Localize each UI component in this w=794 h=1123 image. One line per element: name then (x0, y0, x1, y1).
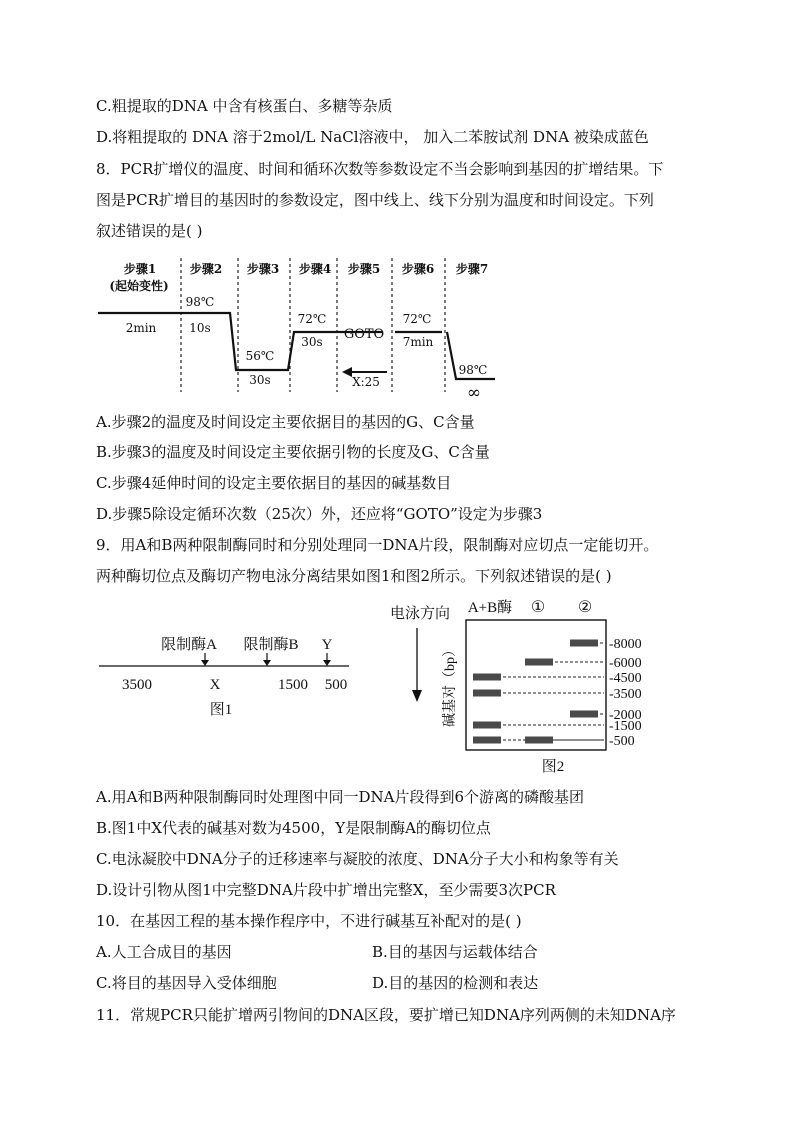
gel-band (473, 737, 501, 744)
q8-option-d: D.步骤5除设定循环次数（25次）外，还应将“GOTO”设定为步骤3 (96, 505, 543, 523)
q7-option-c: C.粗提取的DNA 中含有核蛋白、多糖等杂质 (96, 97, 393, 115)
gel-band (473, 690, 501, 697)
q9-stem-line1: 9．用A和B两种限制酶同时和分别处理同一DNA片段，限制酶对应切点一定能切开。 (96, 536, 659, 554)
enzyme-a-label: 限制酶A (161, 637, 217, 653)
gel-band (473, 722, 501, 729)
step1-label: 步骤1 (123, 262, 157, 276)
step4-label: 步骤4 (298, 262, 332, 276)
temp-98-label-2: 98℃ (458, 363, 488, 377)
gel-band (570, 711, 598, 718)
figure1-caption: 图1 (209, 702, 233, 718)
q10-option-c: C.将目的基因导入受体细胞 (96, 974, 277, 992)
lane-label-1: ① (530, 599, 546, 616)
marker-label: -3500 (609, 687, 642, 702)
segment-x-label: X (209, 677, 221, 693)
marker-label: -500 (609, 734, 635, 749)
q8-option-b: B.步骤3的温度及时间设定主要依据引物的长度及G、C含量 (96, 443, 490, 461)
lane-label-ab: A+B酶 (467, 600, 513, 616)
restriction-map-figure1 (95, 628, 360, 723)
lane-label-2: ② (577, 599, 593, 616)
direction-arrowhead (412, 690, 422, 702)
enzyme-b-label: 限制酶B (243, 637, 299, 653)
site-y-arrowhead (323, 660, 331, 666)
figure2-caption: 图2 (541, 759, 565, 775)
q9-option-c: C.电泳凝胶中DNA分子的迁移速率与凝胶的浓度、DNA分子大小和构象等有关 (96, 850, 619, 868)
temp-72-label-2: 72℃ (402, 312, 432, 326)
step6-label: 步骤6 (401, 262, 435, 276)
segment-3500-label: 3500 (122, 677, 152, 693)
step7-label: 步骤7 (455, 262, 489, 276)
enzyme-a-arrowhead (201, 660, 209, 666)
segment-500-label: 500 (324, 677, 348, 693)
q8-option-c: C.步骤4延伸时间的设定主要依据目的基因的碱基数目 (96, 474, 452, 492)
step3-label: 步骤3 (246, 262, 280, 276)
loop-arrow-head (342, 367, 352, 377)
marker-label: -1500 (609, 719, 642, 734)
y-axis-label: 碱基对（bp） (443, 643, 458, 727)
gel-band (570, 640, 598, 647)
site-y-label: Y (321, 637, 333, 653)
gel-content (473, 637, 642, 749)
electrophoresis-figure2 (380, 590, 660, 780)
time-30s-label: 30s (249, 373, 271, 387)
marker-label: -6000 (609, 656, 642, 671)
q9-option-a: A.用A和B两种限制酶同时处理图中同一DNA片段得到6个游离的磷酸基团 (96, 788, 584, 806)
goto-label: GOTO (343, 327, 385, 342)
step5-label: 步骤5 (347, 262, 381, 276)
q9-option-b: B.图1中X代表的碱基对数为4500，Y是限制酶A的酶切位点 (96, 819, 491, 837)
time-2min-label: 2min (125, 321, 157, 335)
q10-option-d: D.目的基因的检测和表达 (372, 974, 539, 992)
time-30s-label-2: 30s (301, 335, 323, 349)
step2-label: 步骤2 (189, 262, 223, 276)
q8-stem-line1: 8．PCR扩增仪的温度、时间和循环次数等参数设定不当会影响到基因的扩增结果。下 (96, 160, 664, 178)
gel-band (473, 674, 501, 681)
marker-label: -2000 (609, 708, 642, 723)
temp-98-label: 98℃ (185, 295, 215, 309)
gel-band (525, 659, 553, 666)
q8-stem-line3: 叙述错误的是( ) (96, 222, 203, 240)
loop-count-label: X:25 (352, 375, 380, 389)
time-10s-label: 10s (189, 321, 211, 335)
segment-1500-label: 1500 (278, 677, 308, 693)
temp-72-label: 72℃ (297, 312, 327, 326)
q9-stem-line2: 两种酶切位点及酶切产物电泳分离结果如图1和图2所示。下列叙述错误的是( ) (96, 567, 612, 585)
gel-band (525, 737, 553, 744)
pcr-program-figure (90, 252, 510, 402)
q10-option-a: A.人工合成目的基因 (96, 943, 232, 961)
q9-option-d: D.设计引物从图1中完整DNA片段中扩增出完整X，至少需要3次PCR (96, 881, 556, 899)
q7-option-d: D.将粗提取的 DNA 溶于2mol/L NaCl溶液中， 加入二苯胺试剂 DNA 被染成蓝色 (96, 128, 649, 146)
marker-label: -4500 (609, 671, 642, 686)
infinity-symbol: ∞ (466, 383, 482, 402)
q11-stem-line1: 11．常规PCR只能扩增两引物间的DNA区段，要扩增已知DNA序列两侧的未知DNA序 (96, 1006, 676, 1024)
time-7min-label: 7min (402, 335, 434, 349)
q8-stem-line2: 图是PCR扩增目的基因时的参数设定，图中线上、线下分别为温度和时间设定。下列 (96, 191, 654, 209)
q10-option-b: B.目的基因与运载体结合 (372, 943, 538, 961)
q8-option-a: A.步骤2的温度及时间设定主要依据目的基因的G、C含量 (96, 413, 475, 431)
marker-label: -8000 (609, 637, 642, 652)
q10-stem: 10．在基因工程的基本操作程序中，不进行碱基互补配对的是( ) (96, 912, 522, 930)
enzyme-b-arrowhead (263, 660, 271, 666)
step1-note: (起始变性) (109, 279, 169, 293)
direction-label: 电泳方向 (389, 606, 451, 622)
temp-56-label: 56℃ (245, 349, 275, 363)
